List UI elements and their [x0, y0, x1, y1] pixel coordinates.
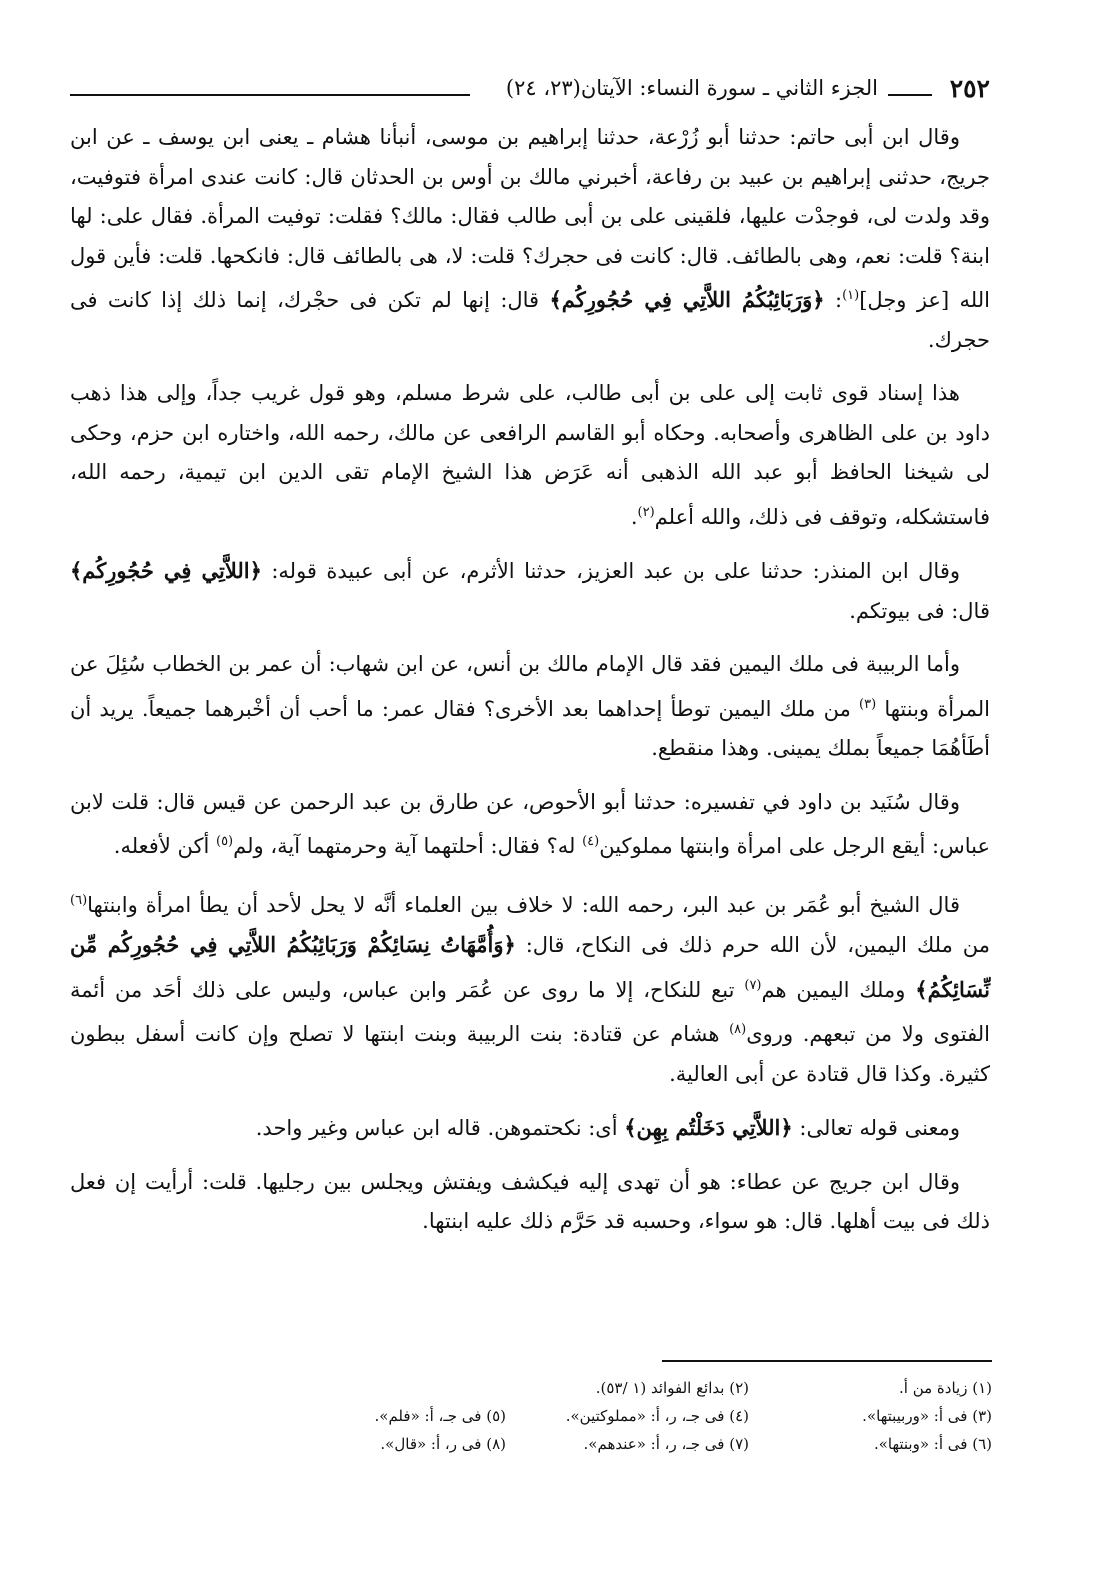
- quran-verse: ﴿وَرَبَائِبُكُمُ اللاَّتِي فِي حُجُورِكُم﴾: [549, 287, 825, 312]
- footnote: (٨) فى ر، أ: «قال».: [380, 1435, 506, 1453]
- text-segment: من ملك اليمين، لأن الله حرم ذلك فى النكاح، قال:: [515, 933, 990, 957]
- text-segment: وقال ابن أبى حاتم: حدثنا أبو زُرْعة، حدثنا إبراهيم بن موسى، أنبأنا هشام ـ يعنى ابن يوسف ـ عن ابن جريج، حدثنى إبراهيم بن عبيد بن رفاعة، أخبرني مالك بن أوس بن الحدثان قال: كانت عندى امرأة فتوفيت، وقد ولدت لى، فوجدْت عليها، فلقينى على بن أبى طالب فقال: مالك؟ فقلت: توفيت المرأة. فقال على: لها ابنة؟ قلت: نعم، وهى بالطائف. قال: كانت فى حجرك؟ قلت: لا، هى بالطائف قال: فانكحها. قلت: فأين قول الله [عز وجل]: [70, 125, 990, 312]
- footnote: (٥) فى جـ، أ: «فلم».: [374, 1407, 506, 1425]
- footnote-row: [262, 1430, 992, 1458]
- main-text: [70, 118, 990, 1256]
- footnote-row: [262, 1402, 992, 1430]
- footnotes: [262, 1374, 992, 1458]
- paragraph: [70, 118, 990, 360]
- text-segment: هشام عن قتادة: بنت الربيبة وبنت ابنتها لا تصلح وإن كانت أسفل ببطون كثيرة. وكذا قال قتادة عن أبى العالية.: [70, 1022, 990, 1086]
- quran-verse: ﴿وَأُمَّهَاتُ نِسَائِكُمْ وَرَبَائِبُكُمُ اللاَّتِي فِي حُجُورِكُم مِّن نِّسَائِكُمُ﴾: [70, 932, 990, 1002]
- footnote: (٦) فى أ: «وبنتها».: [873, 1435, 992, 1453]
- text-segment: له؟ فقال: أحلتهما آية وحرمتهما آية، ولم: [233, 834, 583, 858]
- header-rule-left: [70, 94, 470, 96]
- footnote: (٤) فى جـ، ر، أ: «مملوكتين».: [565, 1407, 749, 1425]
- footnote: (٣) فى أ: «وربيبتها».: [862, 1407, 992, 1425]
- text-segment: وقال ابن جريج عن عطاء: هو أن تهدى إليه فيكشف ويفتش ويجلس بين رجليها. قلت: أرأيت إن فعل ذلك فى بيت أهلها. قال: هو سواء، وحسبه قد حَرَّم ذلك عليه ابنتها.: [70, 1169, 990, 1233]
- footnote-marker: (٥): [215, 834, 234, 849]
- footnote-marker: (٤): [582, 834, 600, 849]
- text-segment: من ملك اليمين توطأ إحداهما بعد الأخرى؟ فقال عمر: ما أحب أن أخْبرهما جميعاً. يريد أن أطَأهُمَا جميعاً بملك يمينى. وهذا منقطع.: [70, 696, 990, 760]
- footnote: [263, 1374, 506, 1402]
- text-segment: أكن لأفعله.: [113, 834, 216, 858]
- text-segment: :: [824, 288, 843, 312]
- header-title: الجزء الثاني ـ سورة النساء: الآيتان(٢٣، ٢٤): [505, 76, 878, 100]
- footnote-marker: (٦): [70, 892, 88, 908]
- footnote-marker: (٢): [637, 504, 655, 520]
- running-header: [70, 70, 990, 110]
- footnote: (١) زيادة من أ.: [899, 1379, 992, 1397]
- quran-verse: ﴿اللاَّتِي دَخَلْتُم بِهِن﴾: [624, 1115, 793, 1140]
- footnote: (٧) فى جـ، ر، أ: «عندهم».: [583, 1435, 749, 1453]
- text-segment: قال الشيخ أبو عُمَر بن عبد البر، رحمه الله: لا خلاف بين العلماء أنَّه لا يحل لأحد أن يطأ امرأة وابنتها: [87, 892, 960, 917]
- text-segment: وقال ابن المنذر: حدثنا على بن عبد العزيز، حدثنا الأثرم، عن أبى عبيدة قوله:: [261, 559, 960, 583]
- footnote-marker: (٧): [744, 977, 762, 993]
- paragraph: [70, 783, 990, 867]
- paragraph: [70, 1163, 990, 1242]
- footnote-marker: (٨): [729, 1022, 747, 1037]
- paragraph: [70, 1108, 990, 1149]
- paragraph: [70, 551, 990, 631]
- text-segment: .: [630, 504, 638, 529]
- text-segment: أى: نكحتموهن. قاله ابن عباس وغير واحد.: [255, 1116, 625, 1140]
- text-segment: هذا إسناد قوى ثابت إلى على بن أبى طالب، على شرط مسلم، وهو قول غريب جداً، وإلى هذا ذهب داود بن على الظاهرى وأصحابه. وحكاه أبو القاسم الرافعى عن مالك، رحمه الله، واختاره ابن حزم، وحكى لى شيخنا الحافظ أبو عبد الله الذهبى أنه عَرَض هذا الشيخ الإمام تقى الدين ابن تيمية، رحمه الله، فاستشكله، وتوقف فى ذلك، والله أعلم: [70, 381, 990, 529]
- page-number: ٢٥٢: [949, 74, 990, 103]
- text-segment: وقال سُنَيد بن داود في تفسيره: حدثنا أبو الأحوص، عن طارق بن عبد الرحمن عن قيس قال: قلت لابن عباس: أيقع الرجل على امرأة وابنتها مملوكين: [70, 789, 990, 858]
- text-segment: وأما الربيبة فى ملك اليمين فقد قال الإمام مالك بن أنس، عن ابن شهاب: أن عمر بن الخطاب سُئِلَ عن المرأة وبنتها: [70, 652, 991, 721]
- text-segment: وملك اليمين هم: [761, 977, 916, 1002]
- footnote-separator: [662, 1360, 992, 1362]
- text-segment: قال: فى بيوتكم.: [849, 598, 990, 623]
- paragraph: [70, 645, 990, 769]
- footnote-marker: (٣): [859, 696, 877, 712]
- footnote-marker: (١): [842, 288, 860, 303]
- quran-verse: ﴿اللاَّتِي فِي حُجُورِكُم﴾: [70, 558, 262, 583]
- text-segment: قال: إنها لم تكن فى حجْرك، إنما ذلك إذا كانت فى حجرك.: [70, 288, 990, 352]
- paragraph: [70, 881, 990, 1095]
- header-rule-right: [888, 94, 932, 96]
- footnote: (٢) بدائع الفوائد (١ /٥٣).: [595, 1379, 749, 1397]
- text-segment: ومعنى قوله تعالى:: [792, 1116, 960, 1140]
- footnote-row: [262, 1374, 992, 1402]
- text-segment: تبع للنكاح، إلا ما روى عن عُمَر وابن عباس، وليس على ذلك أحَد من أئمة الفتوى ولا من تبعهم. وروى: [70, 977, 990, 1046]
- paragraph: [70, 374, 990, 537]
